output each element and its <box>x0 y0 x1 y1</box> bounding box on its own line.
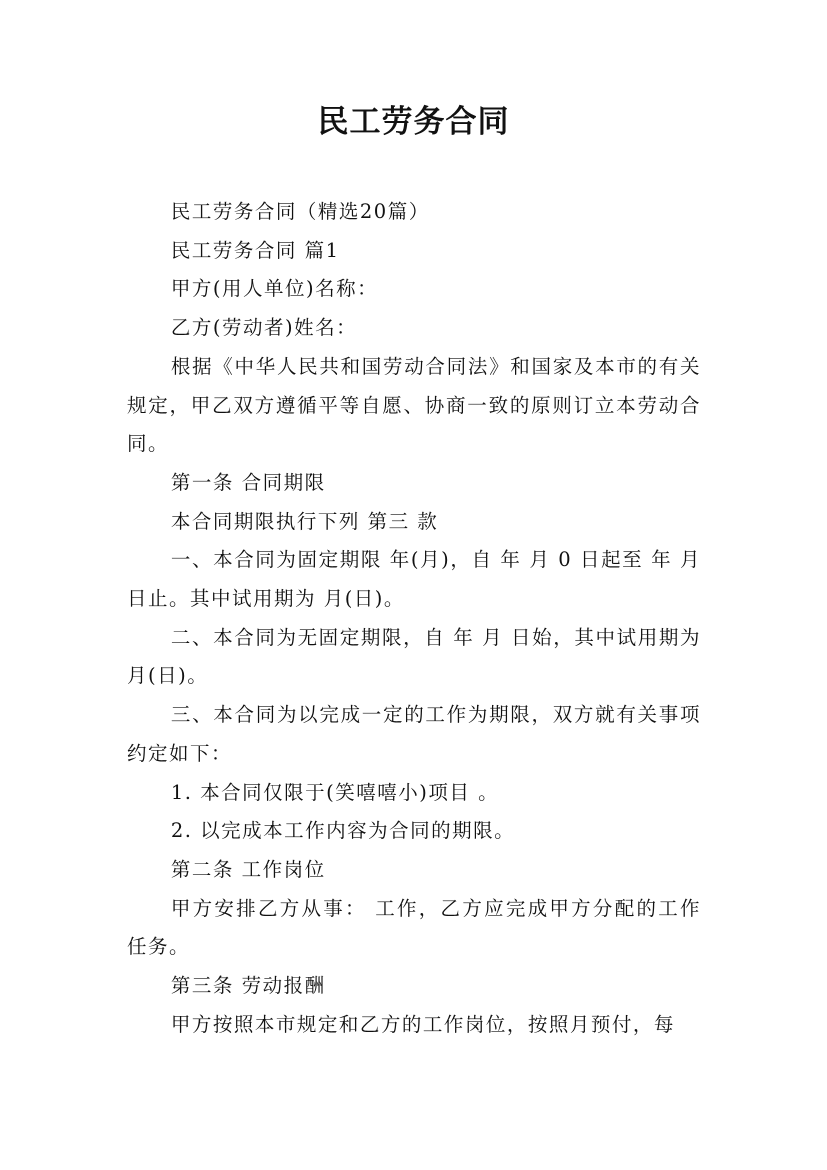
paragraph-article-1-item-1: 一、本合同为固定期限 年(月)，自 年 月 0 日起至 年 月 日止。其中试用期为 月(日)。 <box>127 548 701 611</box>
paragraph-article-1-item-2: 二、本合同为无固定期限，自 年 月 日始，其中试用期为 月(日)。 <box>127 625 701 688</box>
paragraph-subtitle: 民工劳务合同（精选20篇） <box>170 200 430 223</box>
paragraph-article-2-heading: 第二条 工作岗位 <box>170 857 326 881</box>
paragraph-party-a: 甲方(用人单位)名称： <box>170 277 379 301</box>
paragraph-article-1-heading: 第一条 合同期限 <box>170 470 326 494</box>
paragraph-article-1-item-3: 三、本合同为以完成一定的工作为期限，双方就有关事项约定如下： <box>127 703 701 765</box>
paragraph-article-2-body: 甲方安排乙方从事： 工作，乙方应完成甲方分配的工作任务。 <box>127 896 701 959</box>
paragraph-section-heading: 民工劳务合同 篇1 <box>170 238 340 262</box>
paragraph-article-1-intro: 本合同期限执行下列 第三 款 <box>170 509 439 533</box>
paragraph-preamble: 根据《中华人民共和国劳动合同法》和国家及本市的有关规定，甲乙双方遵循平等自愿、协商一致的原则订立本劳动合同。 <box>127 354 701 456</box>
paragraph-party-b: 乙方(劳动者)姓名： <box>170 316 358 340</box>
paragraph-list-item-2: 2. 以完成本工作内容为合同的期限。 <box>170 819 516 843</box>
paragraph-list-item-1: 1. 本合同仅限于(笑嘻嘻小)项目 。 <box>170 780 500 804</box>
paragraph-article-3-body: 甲方按照本市规定和乙方的工作岗位，按照月预付，每 <box>170 1012 675 1036</box>
document-title: 民工劳务合同 <box>317 104 510 140</box>
paragraph-article-3-heading: 第三条 劳动报酬 <box>170 974 326 998</box>
document-body <box>127 193 701 1044</box>
